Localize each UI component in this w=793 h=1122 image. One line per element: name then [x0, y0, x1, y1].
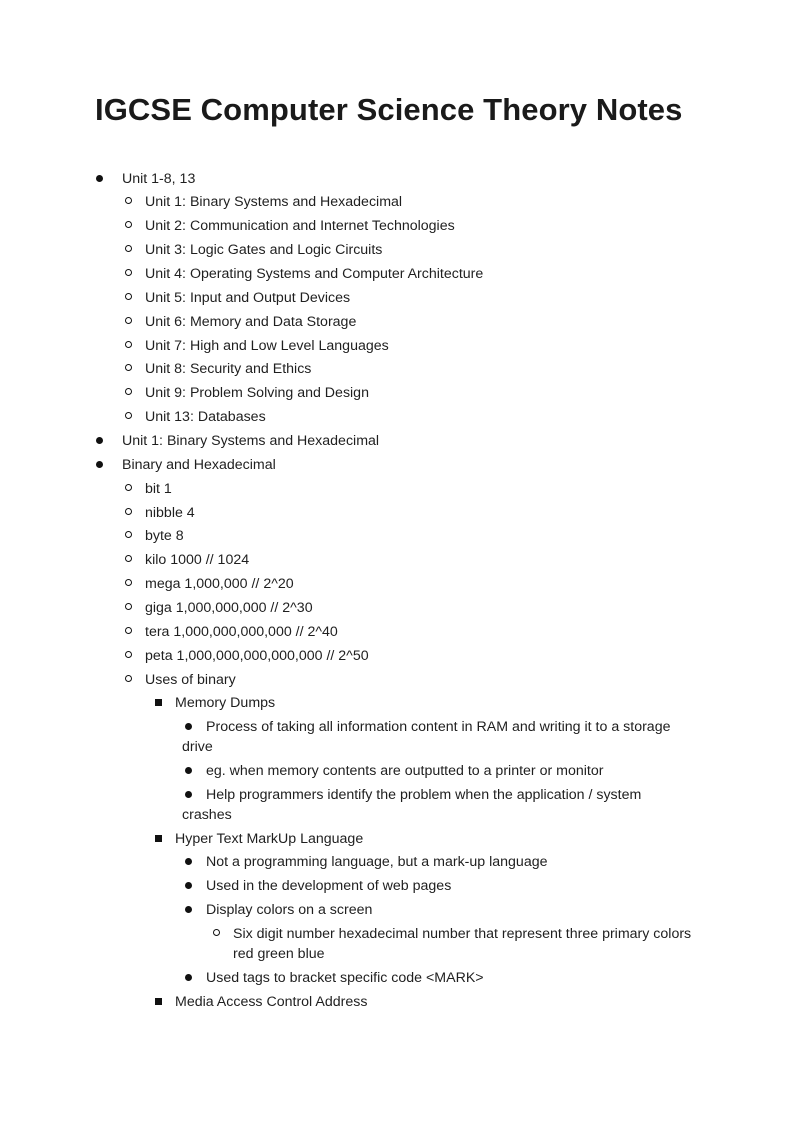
list-item: tera 1,000,000,000,000 // 2^40: [145, 624, 338, 640]
circle-bullet-icon: [125, 197, 132, 204]
list-item: Unit 3: Logic Gates and Logic Circuits: [145, 242, 383, 258]
list-item: Process of taking all information content in RAM and writing it to a storage drive: [182, 719, 671, 755]
circle-bullet-icon: [125, 675, 132, 682]
list-item: Unit 1: Binary Systems and Hexadecimal: [122, 433, 380, 449]
circle-bullet-icon: [125, 317, 132, 324]
bullet-icon: [96, 175, 103, 182]
list-item: Unit 5: Input and Output Devices: [145, 290, 351, 306]
bullet-icon: [185, 858, 192, 865]
list-item: Unit 6: Memory and Data Storage: [145, 314, 357, 330]
list-item: mega 1,000,000 // 2^20: [145, 576, 294, 592]
list-item: Hyper Text MarkUp Language: [175, 831, 364, 847]
circle-bullet-icon: [125, 388, 132, 395]
list-item: Used tags to bracket specific code <MARK>: [206, 970, 484, 986]
circle-bullet-icon: [125, 245, 132, 252]
list-item: Uses of binary: [145, 672, 236, 688]
list-item: Unit 7: High and Low Level Languages: [145, 338, 389, 354]
square-bullet-icon: [155, 699, 162, 706]
list-item: Unit 1: Binary Systems and Hexadecimal: [145, 194, 403, 210]
circle-bullet-icon: [125, 508, 132, 515]
circle-bullet-icon: [125, 221, 132, 228]
circle-bullet-icon: [125, 651, 132, 658]
list-item: byte 8: [145, 528, 184, 544]
list-item: Used in the development of web pages: [206, 878, 452, 894]
list-item: Binary and Hexadecimal: [122, 457, 276, 473]
list-item: Unit 13: Databases: [145, 409, 266, 425]
circle-bullet-icon: [125, 603, 132, 610]
square-bullet-icon: [155, 998, 162, 1005]
circle-bullet-icon: [125, 293, 132, 300]
bullet-icon: [96, 437, 103, 444]
list-item: Unit 8: Security and Ethics: [145, 361, 312, 377]
list-item: Memory Dumps: [175, 695, 276, 711]
circle-bullet-icon: [125, 531, 132, 538]
list-item: Display colors on a screen: [206, 902, 373, 918]
circle-bullet-icon: [125, 484, 132, 491]
list-item: Six digit number hexadecimal number that represent three primary colors red green blue: [233, 926, 692, 962]
list-item: Unit 2: Communication and Internet Technologies: [145, 218, 455, 234]
list-item: eg. when memory contents are outputted to a printer or monitor: [206, 763, 604, 779]
bullet-icon: [185, 882, 192, 889]
circle-bullet-icon: [125, 341, 132, 348]
list-item: bit 1: [145, 481, 172, 497]
circle-bullet-icon: [125, 364, 132, 371]
square-bullet-icon: [155, 835, 162, 842]
list-item: giga 1,000,000,000 // 2^30: [145, 600, 313, 616]
bullet-icon: [96, 461, 103, 468]
page-title: IGCSE Computer Science Theory Notes: [95, 92, 683, 127]
list-item: Media Access Control Address: [175, 994, 368, 1010]
list-item: Unit 1-8, 13: [122, 171, 196, 187]
list-item: Not a programming language, but a mark-up language: [206, 854, 548, 870]
bullet-icon: [185, 974, 192, 981]
circle-bullet-icon: [125, 555, 132, 562]
list-item: kilo 1000 // 1024: [145, 552, 250, 568]
circle-bullet-icon: [125, 579, 132, 586]
list-item: Unit 4: Operating Systems and Computer Architecture: [145, 266, 484, 282]
circle-bullet-icon: [125, 627, 132, 634]
list-item: peta 1,000,000,000,000,000 // 2^50: [145, 648, 369, 664]
list-item: Unit 9: Problem Solving and Design: [145, 385, 369, 401]
list-item: nibble 4: [145, 505, 195, 521]
bullet-icon: [185, 767, 192, 774]
list-item: Help programmers identify the problem when the application / system crashes: [182, 787, 642, 823]
circle-bullet-icon: [125, 412, 132, 419]
circle-bullet-icon: [125, 269, 132, 276]
circle-bullet-icon: [213, 929, 220, 936]
bullet-icon: [185, 906, 192, 913]
